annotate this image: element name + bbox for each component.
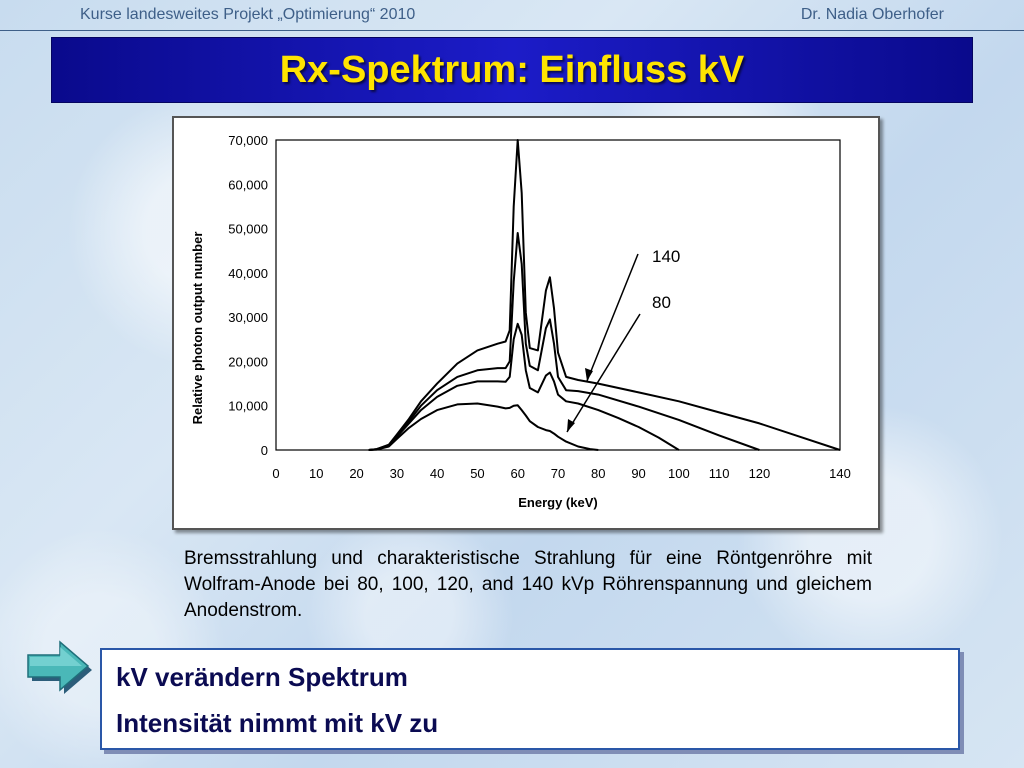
- y-tick-label: 60,000: [228, 177, 268, 193]
- x-tick-label: 120: [748, 466, 771, 481]
- x-axis: [272, 466, 850, 481]
- x-tick-label: 80: [591, 466, 606, 481]
- x-tick-label: 0: [272, 466, 280, 481]
- y-tick-label: 30,000: [228, 310, 268, 326]
- y-axis-title: Relative photon output number: [190, 231, 205, 425]
- x-tick-label: 100: [668, 466, 690, 481]
- x-tick-label: 10: [309, 466, 324, 481]
- x-tick-label: 110: [708, 466, 730, 481]
- annotation-80-label: 80: [652, 293, 671, 312]
- title-banner: [52, 38, 972, 102]
- annotation-140-label: 140: [652, 247, 681, 266]
- spectrum-chart-svg: [174, 118, 878, 528]
- x-tick-label: 60: [510, 466, 525, 481]
- x-tick-label: 70: [550, 466, 566, 481]
- x-tick-label: 140: [829, 466, 851, 481]
- header-bar: [0, 0, 1024, 31]
- slide-title: Rx-Spektrum: Einfluss kV: [279, 48, 745, 91]
- x-tick-label: 20: [349, 466, 364, 481]
- x-tick-label: 40: [429, 466, 445, 481]
- spectrum-chart: [172, 116, 880, 530]
- summary-line-2: Intensität nimmt mit kV zu: [116, 708, 439, 738]
- y-tick-label: 70,000: [228, 133, 268, 148]
- right-arrow-icon: [24, 640, 94, 696]
- x-axis-title: Energy (keV): [518, 495, 598, 510]
- summary-box: [100, 648, 960, 750]
- y-axis: [228, 133, 268, 458]
- x-tick-label: 50: [470, 466, 485, 481]
- x-tick-label: 30: [389, 466, 405, 481]
- y-tick-label: 10,000: [228, 398, 268, 414]
- plot-area: [276, 140, 840, 450]
- y-tick-label: 20,000: [228, 354, 268, 370]
- summary-line-1: kV verändern Spektrum: [116, 662, 408, 692]
- y-tick-label: 50,000: [228, 221, 268, 237]
- y-tick-label: 0: [260, 443, 268, 458]
- x-tick-label: 90: [631, 466, 646, 481]
- y-tick-label: 40,000: [228, 265, 268, 281]
- author-name: Dr. Nadia Oberhofer: [800, 6, 944, 23]
- course-title: Kurse landesweites Projekt „Optimierung“ 2010: [80, 6, 416, 23]
- chart-caption: Bremsstrahlung und charakteristische Strahlung für eine Röntgenröhre mit Wolfram-Anode bei 80, 100, 120, and 140 kVp Röhrenspannung und gleichem Anodenstrom.: [184, 548, 872, 621]
